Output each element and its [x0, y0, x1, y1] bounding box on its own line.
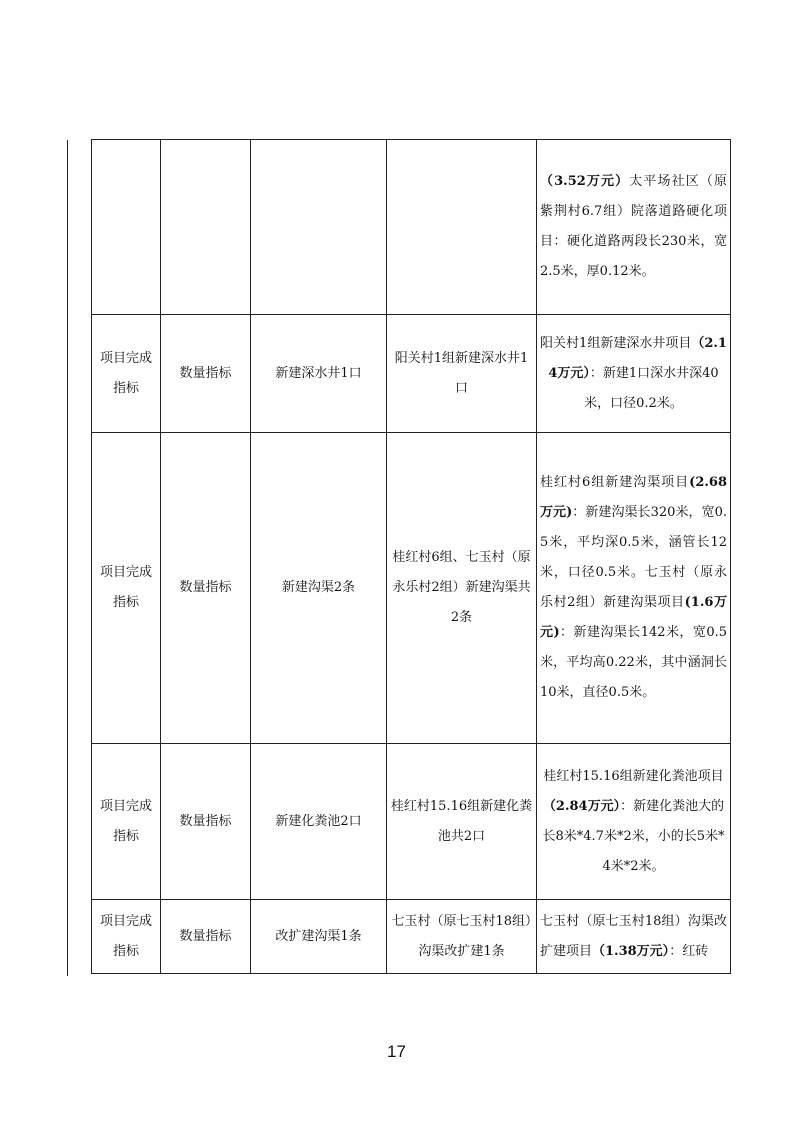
sub-indicator-cell: [161, 140, 251, 315]
category-cell: 项目完成指标: [92, 433, 161, 744]
detail-cell: [537, 744, 731, 900]
detail-text: ：新建化粪池大的长8米*4.7米*2米，小的长5米*4米*2米。: [542, 798, 725, 874]
detail-cell: [537, 315, 731, 433]
detail-text: ：红砖: [669, 943, 709, 959]
funding-amount: （2.14万元）: [548, 335, 727, 381]
category-cell: 项目完成指标: [92, 744, 161, 900]
detail-middle: ：新建沟渠长320米，宽0.5米，平均深0.5米，涵管长12米，口径0.5米。七玉村（原永乐村2组）新建沟渠项目: [540, 505, 727, 610]
target-cell: 桂红村6组、七玉村（原永乐村2组）新建沟渠共2条: [387, 433, 537, 744]
sub-indicator-cell: 数量指标: [161, 315, 251, 433]
table-row: [92, 900, 731, 974]
margin-rule: [67, 140, 68, 976]
table-row: [92, 433, 731, 744]
funding-amount: （1.38万元）: [592, 943, 670, 959]
detail-cell: [537, 900, 731, 974]
sub-indicator-cell: 数量指标: [161, 744, 251, 900]
indicator-cell: 新建化粪池2口: [251, 744, 387, 900]
table-row: [92, 140, 731, 315]
funding-amount: (2.68万元): [540, 475, 727, 520]
performance-indicator-table: [91, 139, 731, 974]
target-cell: 七玉村（原七玉村18组）沟渠改扩建1条: [387, 900, 537, 974]
detail-cell: [537, 433, 731, 744]
detail-text: ：新建沟渠长142米，宽0.5米，平均高0.22米，其中涵洞长10米，直径0.5米。: [540, 625, 727, 700]
detail-text: 太平场社区（原紫荆村6.7组）院落道路硬化项目：硬化道路两段长230米，宽2.5米，厚0.12米。: [540, 174, 727, 279]
target-cell: 桂红村15.16组新建化粪池共2口: [387, 744, 537, 900]
funding-amount: （2.84万元）: [542, 798, 621, 814]
detail-prefix: 七玉村（原七玉村18组）沟渠改扩建项目: [540, 913, 727, 959]
category-cell: [92, 140, 161, 315]
category-cell: 项目完成指标: [92, 315, 161, 433]
indicator-cell: 新建沟渠2条: [251, 433, 387, 744]
detail-prefix: 桂红村6组新建沟渠项目: [540, 475, 690, 490]
detail-cell: [537, 140, 731, 315]
detail-prefix: 阳关村1组新建深水井项目: [540, 335, 692, 351]
category-cell: 项目完成指标: [92, 900, 161, 974]
indicator-cell: 改扩建沟渠1条: [251, 900, 387, 974]
indicator-cell: [251, 140, 387, 315]
table-row: [92, 315, 731, 433]
target-cell: [387, 140, 537, 315]
indicator-cell: 新建深水井1口: [251, 315, 387, 433]
sub-indicator-cell: 数量指标: [161, 900, 251, 974]
sub-indicator-cell: 数量指标: [161, 433, 251, 744]
funding-amount-2: (1.6万元): [540, 595, 727, 640]
target-cell: 阳关村1组新建深水井1口: [387, 315, 537, 433]
page-number: 17: [387, 1042, 406, 1061]
funding-amount: （3.52万元）: [540, 174, 630, 189]
detail-prefix: 桂红村15.16组新建化粪池项目: [543, 768, 724, 784]
detail-text: ：新建1口深水井深40米，口径0.2米。: [584, 365, 719, 411]
table-row: [92, 744, 731, 900]
